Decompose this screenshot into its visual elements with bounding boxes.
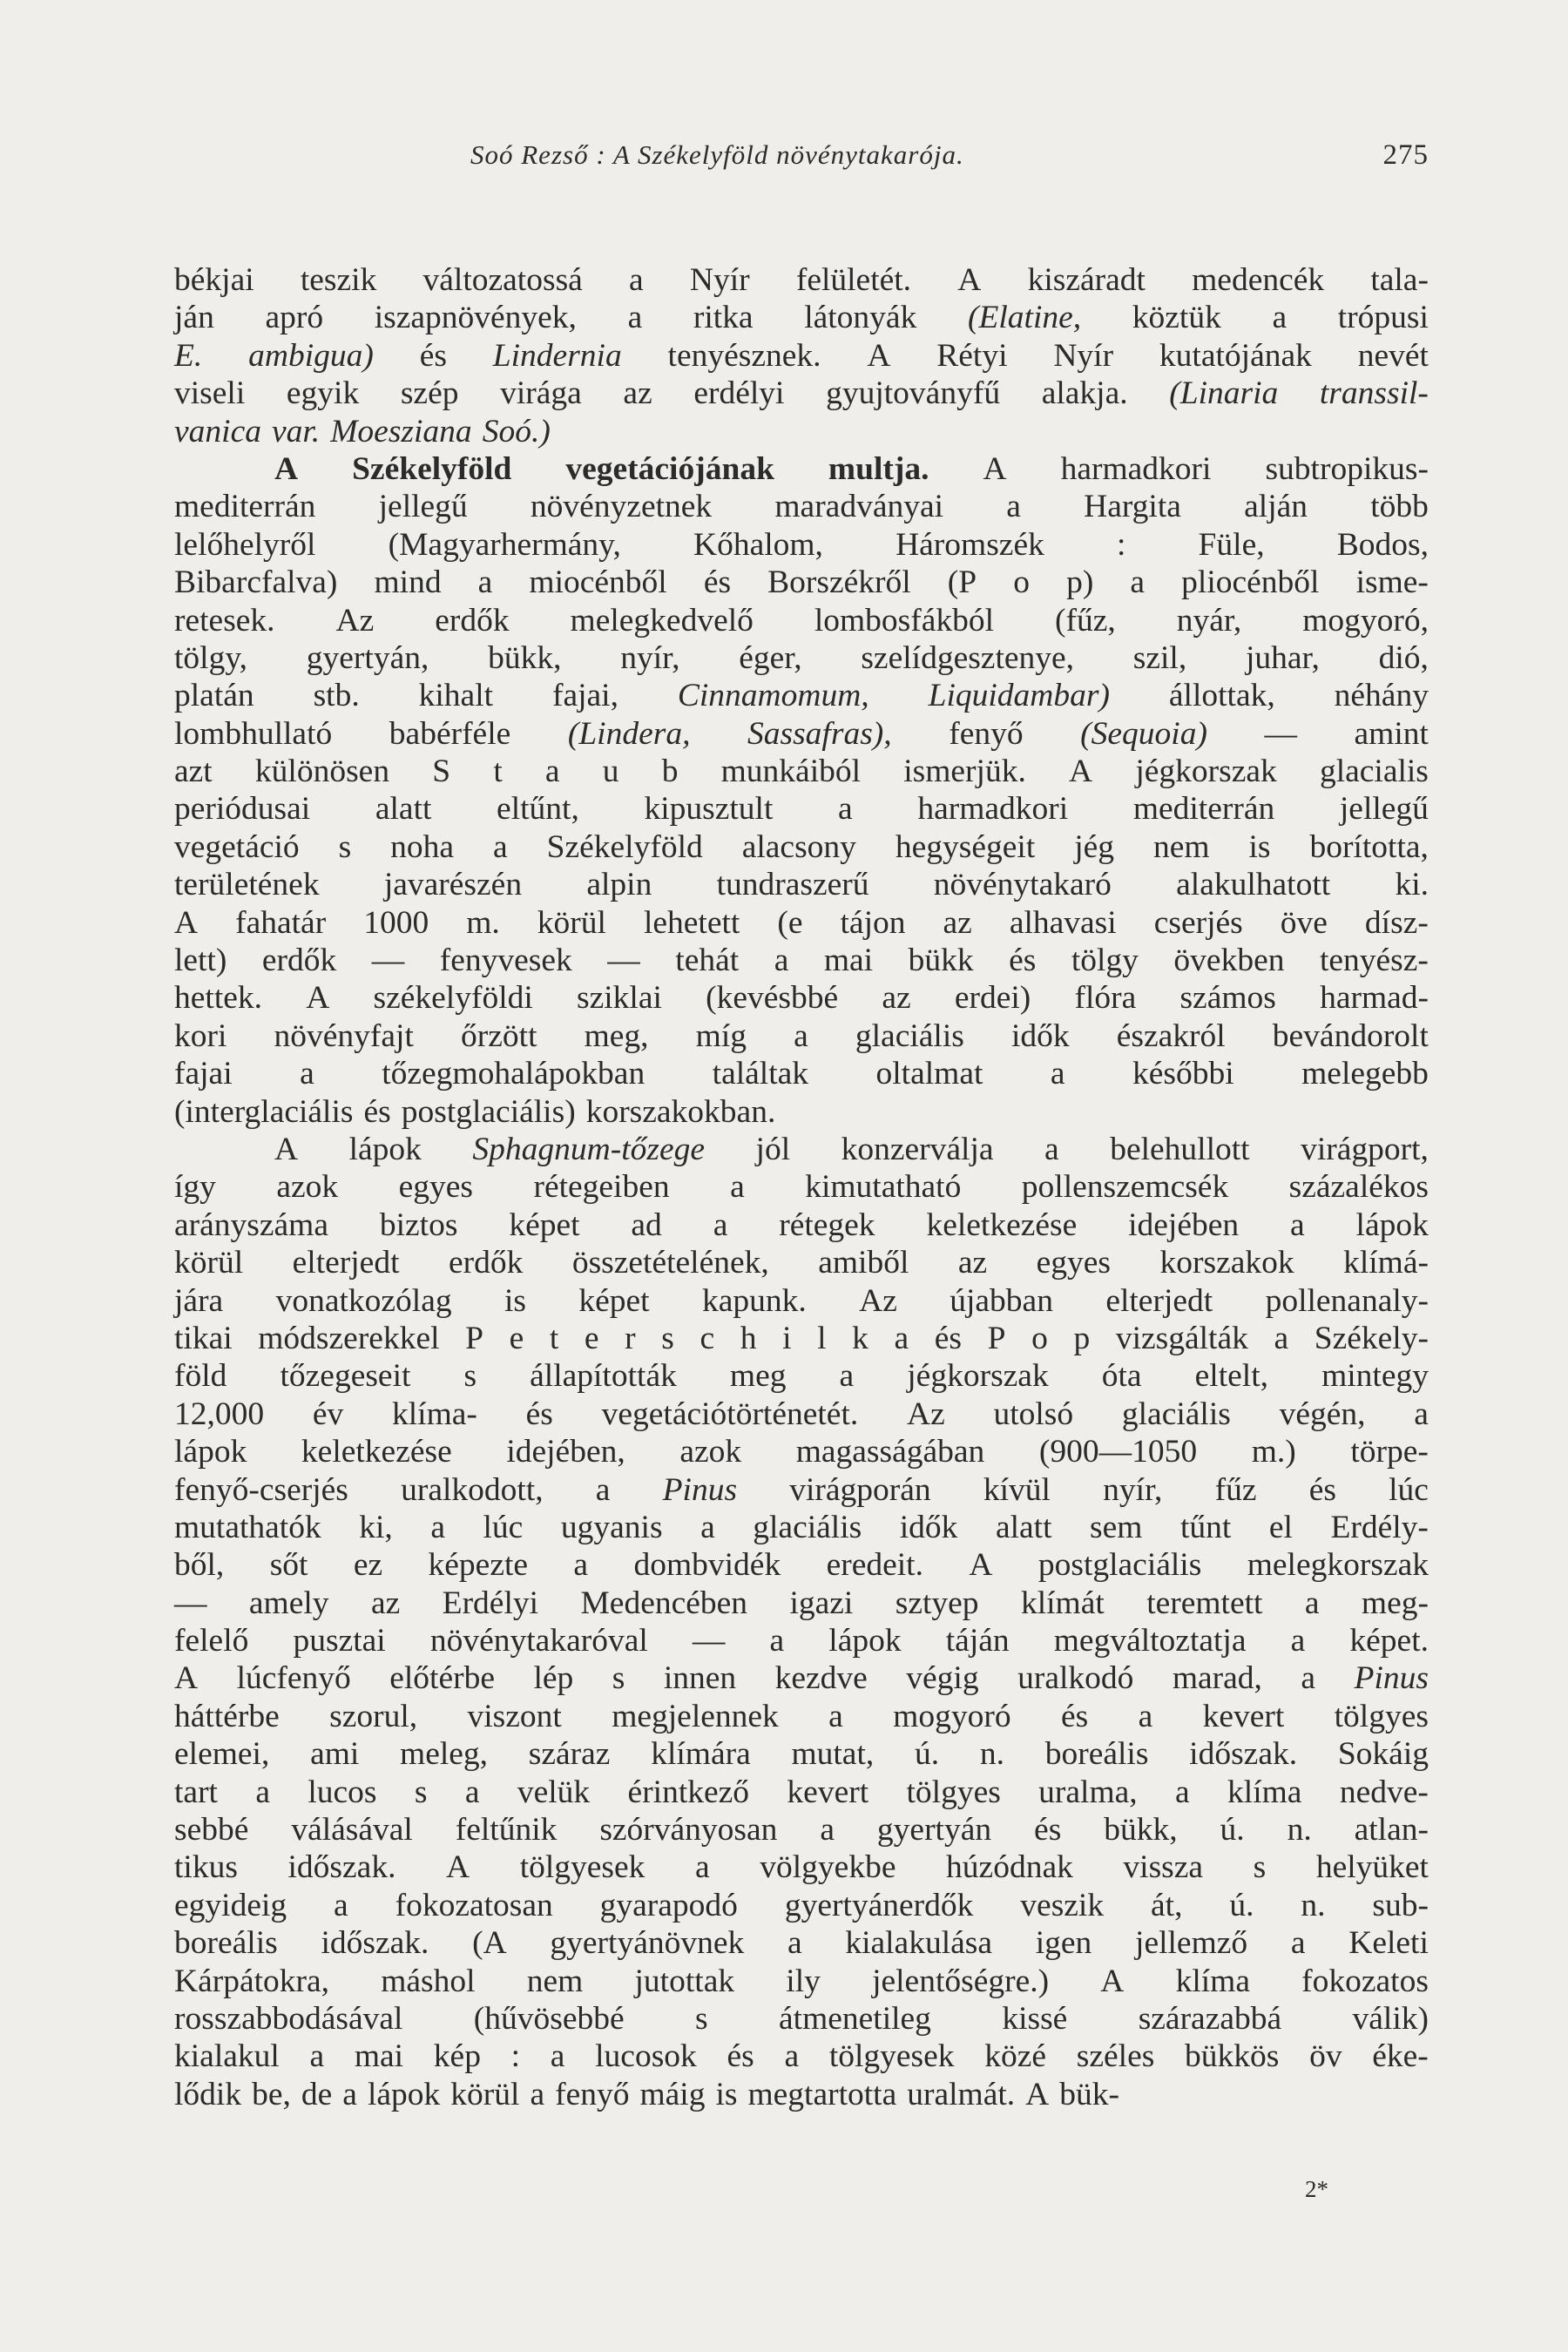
text-line: lett) erdők — fenyvesek — tehát a mai bükk és tölgy övekben tenyész- [174, 943, 1429, 979]
text-line: platán stb. kihalt fajai, Cinnamomum, Liquidambar) állottak, néhány [174, 678, 1429, 714]
text-line: kori növényfajt őrzött meg, míg a glaciális idők északról bevándorolt [174, 1017, 1429, 1054]
text-line: egyideig a fokozatosan gyarapodó gyertyánerdők veszik át, ú. n. sub- [174, 1887, 1429, 1923]
text-line: A lúcfenyő előtérbe lép s innen kezdve végig uralkodó marad, a Pinus [174, 1660, 1429, 1697]
text-line: fenyő-cserjés uralkodott, a Pinus virágporán kívül nyír, fűz és lúc [174, 1471, 1429, 1508]
running-title: Soó Rezső : A Székelyföld növénytakarója. [470, 139, 964, 170]
text-line: föld tőzegeseit s állapították meg a jégkorszak óta eltelt, mintegy [174, 1358, 1429, 1395]
text-line: hettek. A székelyföldi sziklai (kevésbbé az erdei) flóra számos harmad- [174, 980, 1429, 1017]
text-line: békjai teszik változatossá a Nyír felületét. A kiszáradt medencék tala- [174, 262, 1429, 298]
text-line: — amely az Erdélyi Medencében igazi sztyep klímát teremtett a meg- [174, 1585, 1429, 1621]
text-line: tölgy, gyertyán, bükk, nyír, éger, szelídgesztenye, szil, juhar, dió, [174, 639, 1429, 676]
text-line: 12,000 év klíma- és vegetációtörténetét. Az utolsó glaciális végén, a [174, 1396, 1429, 1432]
text-line: E. ambigua) és Lindernia tenyésznek. A Rétyi Nyír kutatójának nevét [174, 337, 1429, 374]
text-line: tart a lucos s a velük érintkező kevert tölgyes uralma, a klíma nedve- [174, 1774, 1429, 1810]
text-line: arányszáma biztos képet ad a rétegek keletkezése idejében a lápok [174, 1206, 1429, 1243]
text-line: kialakul a mai kép : a lucosok és a tölgyesek közé széles bükkös öv éke- [174, 2038, 1429, 2075]
text-line: retesek. Az erdők melegkedvelő lombosfákból (fűz, nyár, mogyoró, [174, 602, 1429, 639]
page-number: 275 [1382, 139, 1429, 171]
text-line: mutathatók ki, a lúc ugyanis a glaciális idők alatt sem tűnt el Erdély- [174, 1509, 1429, 1545]
text-line: A lápok Sphagnum-tőzege jól konzerválja a belehullott virágport, [274, 1131, 1429, 1167]
page-header [174, 139, 1429, 183]
text-line: (interglaciális és postglaciális) korszakokban. [174, 1093, 776, 1130]
text-line: fajai a tőzegmohalápokban találtak oltalmat a későbbi melegebb [174, 1056, 1429, 1092]
text-line: boreális időszak. (A gyertyánövnek a kialakulása igen jellemző a Keleti [174, 1925, 1429, 1962]
text-line: azt különösen S t a u b munkáiból ismerjük. A jégkorszak glacialis [174, 754, 1429, 790]
text-line: tikai módszerekkel P e t e r s c h i l k a és P o p vizsgálták a Székely- [174, 1320, 1429, 1356]
text-line: rosszabbodásával (hűvösebbé s átmenetileg kissé szárazabbá válik) [174, 2000, 1429, 2037]
text-line: így azok egyes rétegeiben a kimutatható pollenszemcsék százalékos [174, 1169, 1429, 1206]
text-line: A Székelyföld vegetációjának multja. A harmadkori subtropikus- [274, 450, 1429, 487]
text-line: tikus időszak. A tölgyesek a völgyekbe húzódnak vissza s helyüket [174, 1849, 1429, 1886]
text-line: lődik be, de a lápok körül a fenyő máig is megtartotta uralmát. A bük- [174, 2076, 1120, 2112]
text-line: Bibarcfalva) mind a miocénből és Borszékről (P o p) a pliocénből isme- [174, 564, 1429, 601]
text-line: mediterrán jellegű növényzetnek maradványai a Hargita alján több [174, 489, 1429, 525]
text-line: vanica var. Moesziana Soó.) [174, 413, 551, 449]
signature-mark: 2* [1305, 2176, 1328, 2202]
text-line: háttérbe szorul, viszont megjelennek a mogyoró és a kevert tölgyes [174, 1698, 1429, 1734]
text-line: lombhullató babérféle (Lindera, Sassafras), fenyő (Sequoia) — amint [174, 715, 1429, 752]
text-line: ján apró iszapnövények, a ritka látonyák (Elatine, köztük a trópusi [174, 300, 1429, 336]
text-line: viseli egyik szép virága az erdélyi gyujtoványfű alakja. (Linaria transsil- [174, 375, 1429, 412]
text-line: területének javarészén alpin tundraszerű növénytakaró alakulhatott ki. [174, 867, 1429, 903]
text-line: A fahatár 1000 m. körül lehetett (e tájon az alhavasi cserjés öve dísz- [174, 904, 1429, 941]
text-line: vegetáció s noha a Székelyföld alacsony hegységeit jég nem is borította, [174, 828, 1429, 865]
text-line: jára vonatkozólag is képet kapunk. Az újabban elterjedt pollenanaly- [174, 1282, 1429, 1319]
body-text [174, 261, 1429, 2113]
text-line: ből, sőt ez képezte a dombvidék eredeit. A postglaciális melegkorszak [174, 1547, 1429, 1584]
text-line: lelőhelyről (Magyarhermány, Kőhalom, Háromszék : Füle, Bodos, [174, 526, 1429, 563]
text-line: Kárpátokra, máshol nem jutottak ily jelentőségre.) A klíma fokozatos [174, 1963, 1429, 1999]
text-line: körül elterjedt erdők összetételének, amiből az egyes korszakok klímá- [174, 1245, 1429, 1281]
text-line: elemei, ami meleg, száraz klímára mutat, ú. n. boreális időszak. Sokáig [174, 1736, 1429, 1773]
text-line: sebbé válásával feltűnik szórványosan a gyertyán és bükk, ú. n. atlan- [174, 1812, 1429, 1848]
text-line: periódusai alatt eltűnt, kipusztult a harmadkori mediterrán jellegű [174, 791, 1429, 828]
text-line: felelő pusztai növénytakaróval — a lápok táján megváltoztatja a képet. [174, 1623, 1429, 1659]
text-line: lápok keletkezése idejében, azok magasságában (900—1050 m.) törpe- [174, 1434, 1429, 1470]
